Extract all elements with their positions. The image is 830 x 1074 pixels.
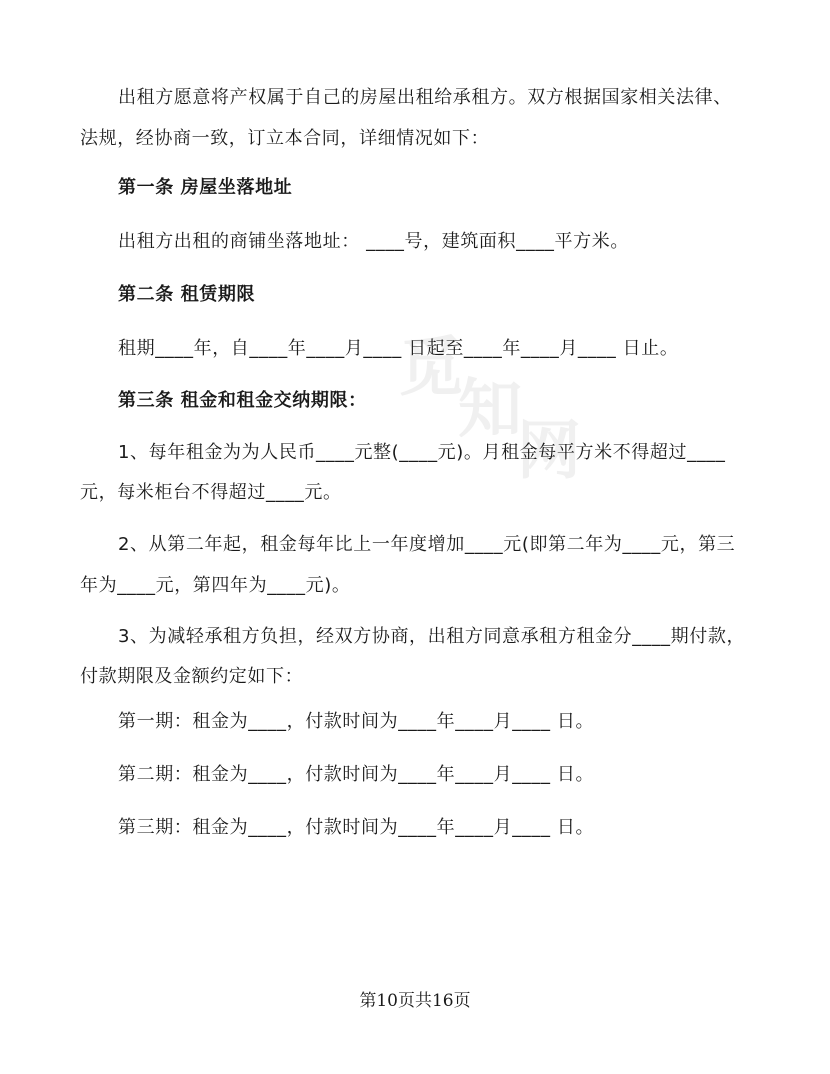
intro-paragraph-line-2: 法规，经协商一致，订立本合同，详细情况如下： xyxy=(80,128,490,149)
article-2-title: 第二条 租赁期限 xyxy=(118,284,256,305)
item-3-line-2: 付款期限及金额约定如下： xyxy=(80,666,304,687)
payment-period-3: 第三期：租金为____，付款时间为____年____月____ 日。 xyxy=(118,817,595,838)
watermark-char: 网 xyxy=(516,414,581,489)
item-1-line-2: 元，每米柜台不得超过____元。 xyxy=(80,482,342,503)
article-2-body: 租期____年，自____年____月____ 日起至____年____月____ 日止。 xyxy=(118,338,679,359)
article-1-title: 第一条 房屋坐落地址 xyxy=(118,177,293,198)
article-1-body: 出租方出租的商铺坐落地址： ____号，建筑面积____平方米。 xyxy=(118,231,629,252)
payment-period-1: 第一期：租金为____，付款时间为____年____月____ 日。 xyxy=(118,711,595,732)
intro-paragraph-line-1: 出租方愿意将产权属于自己的房屋出租给承租方。双方根据国家相关法律、 xyxy=(118,87,732,108)
article-3-title: 第三条 租金和租金交纳期限： xyxy=(118,390,367,411)
item-2-line-1: 2、从第二年起，租金每年比上一年度增加____元(即第二年为____元，第三 xyxy=(118,534,736,555)
watermark xyxy=(341,281,639,540)
payment-period-2: 第二期：租金为____，付款时间为____年____月____ 日。 xyxy=(118,764,595,785)
page-number-indicator: 第10页共16页 xyxy=(359,991,471,1011)
item-3-line-1: 3、为减轻承租方负担，经双方协商，出租方同意承租方租金分____期付款， xyxy=(118,626,746,647)
watermark-char: 觅 xyxy=(399,331,464,406)
watermark-char: 知 xyxy=(458,373,522,447)
page-footer xyxy=(0,986,830,1011)
item-2-line-2: 年为____元，第四年为____元)。 xyxy=(80,575,351,596)
item-1-line-1: 1、每年租金为为人民币____元整(____元)。月租金每平方米不得超过____ xyxy=(118,442,726,463)
